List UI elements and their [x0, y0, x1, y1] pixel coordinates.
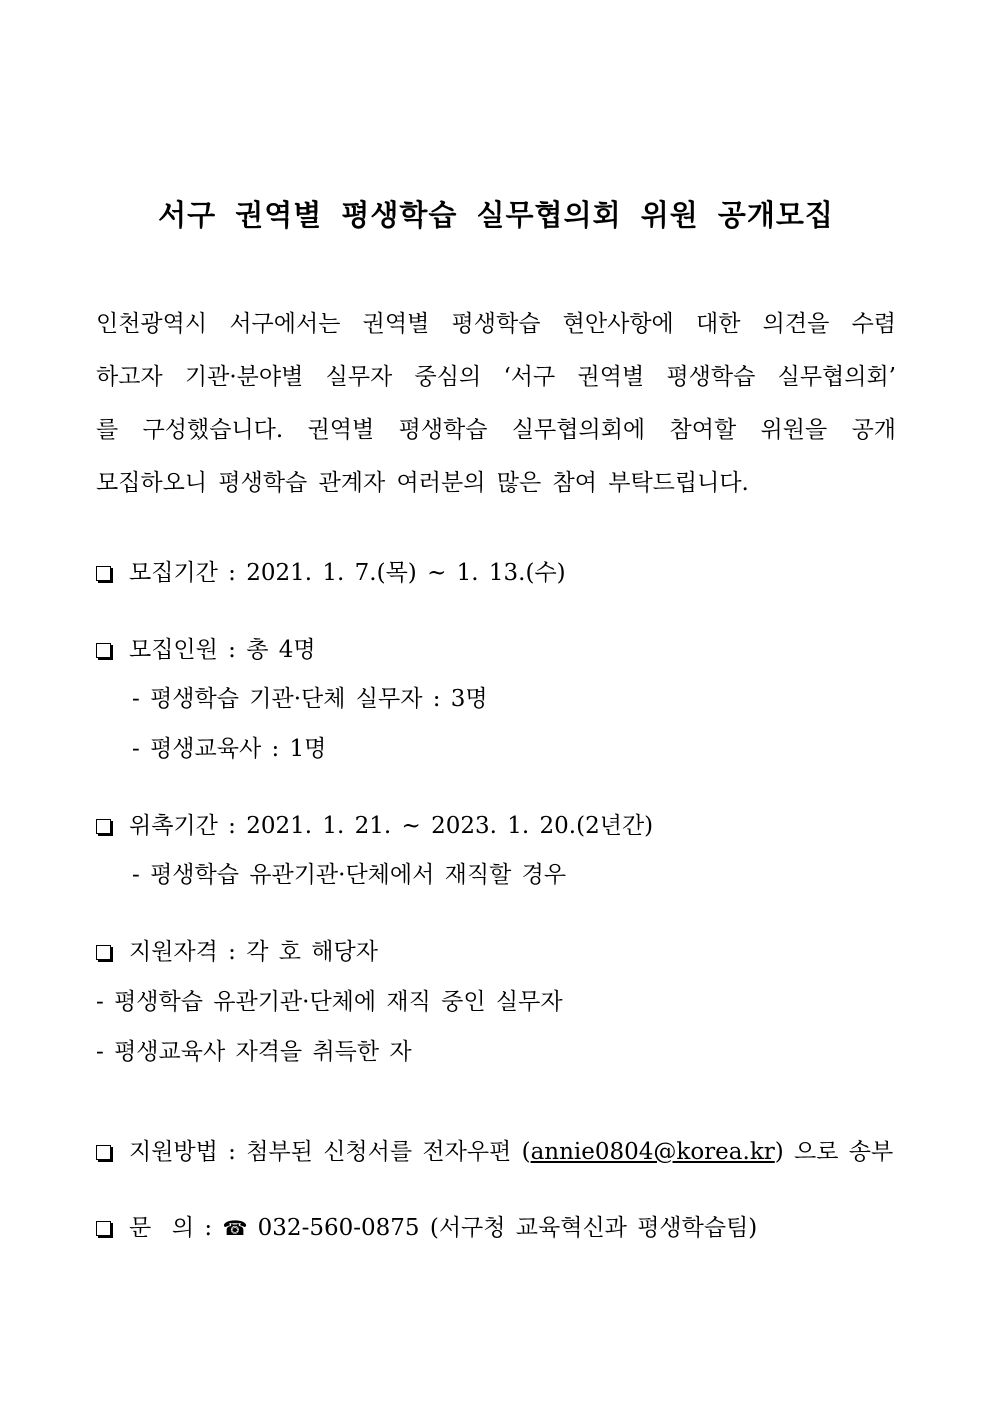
recruit-item: - 평생학습 기관·단체 실무자 : 3명: [132, 686, 488, 712]
intro-paragraph: [96, 298, 896, 510]
qualification-text: 지원자격 : 각 호 해당자: [129, 939, 378, 965]
apply-row: [96, 1132, 893, 1172]
qualification-item: - 평생교육사 자격을 취득한 자: [96, 1039, 412, 1065]
phone-icon: ☎: [222, 1216, 248, 1240]
period-text: 모집기간 : 2021. 1. 7.(목) ~ 1. 13.(수): [129, 560, 566, 586]
contact-text: 032-560-0875 (서구청 교육혁신과 평생학습팀): [247, 1215, 758, 1241]
intro-line: 하고자 기관·분야별 실무자 중심의 ‘서구 권역별 평생학습 실무협의회’: [96, 364, 896, 390]
checkbox-bullet-icon: [96, 566, 111, 581]
term-row: [96, 806, 653, 846]
checkbox-bullet-icon: [96, 643, 111, 658]
term-text: 위촉기간 : 2021. 1. 21. ~ 2023. 1. 20.(2년간): [129, 813, 654, 839]
page-title: 서구 권역별 평생학습 실무협의회 위원 공개모집: [158, 198, 834, 232]
qualification-item: - 평생학습 유관기관·단체에 재직 중인 실무자: [96, 989, 563, 1015]
apply-suffix: ) 으로 송부: [774, 1139, 894, 1165]
intro-line: 인천광역시 서구에서는 권역별 평생학습 현안사항에 대한 의견을 수렴: [96, 311, 896, 337]
checkbox-bullet-icon: [96, 945, 111, 960]
checkbox-bullet-icon: [96, 819, 111, 834]
recruit-item: - 평생교육사 : 1명: [132, 736, 327, 762]
recruit-text: 모집인원 : 총 4명: [129, 637, 316, 663]
recruit-row: [96, 630, 316, 670]
qualification-row: [96, 932, 378, 972]
email-link[interactable]: annie0804@korea.kr: [530, 1139, 775, 1165]
checkbox-bullet-icon: [96, 1221, 111, 1236]
contact-prefix: 문 의 :: [129, 1215, 223, 1241]
intro-line: 를 구성했습니다. 권역별 평생학습 실무협의회에 참여할 위원을 공개: [96, 417, 896, 443]
term-item: - 평생학습 유관기관·단체에서 재직할 경우: [132, 862, 567, 888]
contact-row: [96, 1208, 757, 1248]
period-row: [96, 553, 566, 593]
intro-line: 모집하오니 평생학습 관계자 여러분의 많은 참여 부탁드립니다.: [96, 470, 749, 496]
apply-prefix: 지원방법 : 첨부된 신청서를 전자우편 (: [129, 1139, 531, 1165]
checkbox-bullet-icon: [96, 1145, 111, 1160]
